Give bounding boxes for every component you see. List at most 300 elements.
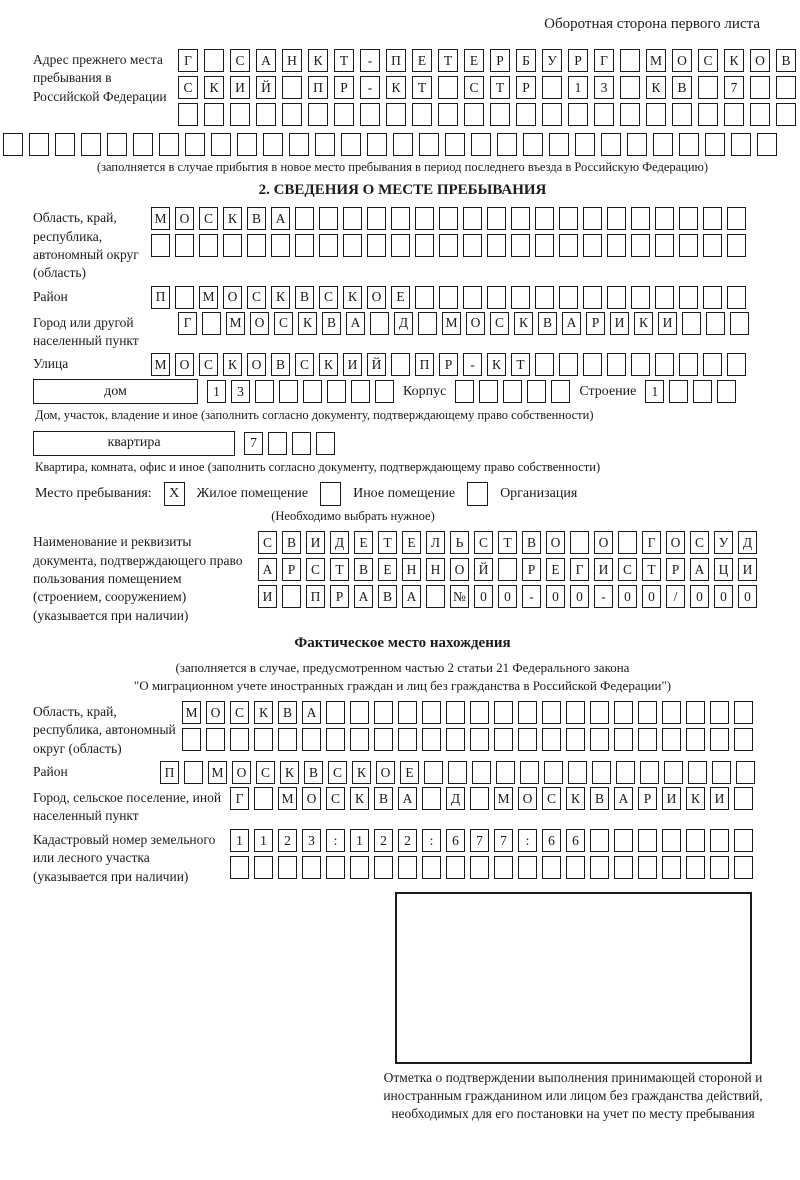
char-box[interactable] xyxy=(282,76,302,99)
char-box[interactable]: Б xyxy=(516,49,536,72)
char-box[interactable] xyxy=(594,103,614,126)
char-box[interactable] xyxy=(590,728,609,751)
char-box[interactable]: Р xyxy=(586,312,605,335)
char-box[interactable]: М xyxy=(182,701,201,724)
char-box[interactable]: В xyxy=(776,49,796,72)
char-box[interactable] xyxy=(326,728,345,751)
char-box[interactable] xyxy=(750,103,770,126)
char-box[interactable]: П xyxy=(160,761,179,784)
char-box[interactable] xyxy=(549,133,569,156)
char-box[interactable] xyxy=(535,207,554,230)
char-box[interactable] xyxy=(686,856,705,879)
char-box[interactable] xyxy=(535,234,554,257)
char-box[interactable]: С xyxy=(199,207,218,230)
char-box[interactable] xyxy=(535,353,554,376)
char-box[interactable] xyxy=(638,829,657,852)
char-box[interactable]: - xyxy=(522,585,541,608)
char-box[interactable] xyxy=(471,133,491,156)
char-box[interactable] xyxy=(424,761,443,784)
char-box[interactable]: 7 xyxy=(724,76,744,99)
char-box[interactable]: М xyxy=(199,286,218,309)
char-box[interactable]: П xyxy=(151,286,170,309)
char-box[interactable] xyxy=(463,234,482,257)
char-box[interactable] xyxy=(703,353,722,376)
char-box[interactable]: 0 xyxy=(546,585,565,608)
char-box[interactable]: Т xyxy=(412,76,432,99)
char-box[interactable]: Е xyxy=(400,761,419,784)
char-box[interactable] xyxy=(620,76,640,99)
char-box[interactable]: О xyxy=(367,286,386,309)
char-box[interactable]: К xyxy=(204,76,224,99)
char-box[interactable] xyxy=(327,380,346,403)
char-box[interactable] xyxy=(511,207,530,230)
char-box[interactable]: С xyxy=(618,558,637,581)
char-box[interactable] xyxy=(278,856,297,879)
char-box[interactable]: Т xyxy=(330,558,349,581)
char-box[interactable]: Е xyxy=(546,558,565,581)
char-box[interactable]: О xyxy=(672,49,692,72)
char-box[interactable]: И xyxy=(658,312,677,335)
char-box[interactable]: К xyxy=(254,701,273,724)
char-box[interactable] xyxy=(568,761,587,784)
char-box[interactable] xyxy=(559,234,578,257)
char-box[interactable]: К xyxy=(350,787,369,810)
char-box[interactable] xyxy=(583,234,602,257)
char-box[interactable]: В xyxy=(672,76,692,99)
char-box[interactable]: Е xyxy=(354,531,373,554)
char-box[interactable]: У xyxy=(542,49,562,72)
char-box[interactable]: Т xyxy=(511,353,530,376)
char-box[interactable] xyxy=(614,829,633,852)
char-box[interactable] xyxy=(237,133,257,156)
char-box[interactable] xyxy=(655,286,674,309)
char-box[interactable] xyxy=(439,234,458,257)
char-box[interactable]: М xyxy=(151,353,170,376)
char-box[interactable] xyxy=(679,353,698,376)
char-box[interactable] xyxy=(618,531,637,554)
char-box[interactable]: № xyxy=(450,585,469,608)
char-box[interactable] xyxy=(178,103,198,126)
char-box[interactable] xyxy=(360,103,380,126)
char-box[interactable]: Й xyxy=(367,353,386,376)
char-box[interactable] xyxy=(727,207,746,230)
char-box[interactable] xyxy=(640,761,659,784)
char-box[interactable] xyxy=(498,558,517,581)
char-box[interactable] xyxy=(422,787,441,810)
char-box[interactable]: С xyxy=(490,312,509,335)
char-box[interactable]: - xyxy=(360,49,380,72)
char-box[interactable]: В xyxy=(247,207,266,230)
char-box[interactable] xyxy=(703,286,722,309)
char-box[interactable]: 3 xyxy=(594,76,614,99)
char-box[interactable] xyxy=(655,234,674,257)
char-box[interactable] xyxy=(308,103,328,126)
char-box[interactable]: Г xyxy=(642,531,661,554)
char-box[interactable] xyxy=(470,701,489,724)
char-box[interactable] xyxy=(494,728,513,751)
char-box[interactable]: С xyxy=(542,787,561,810)
char-box[interactable] xyxy=(367,234,386,257)
char-box[interactable]: 0 xyxy=(690,585,709,608)
char-box[interactable]: А xyxy=(302,701,321,724)
char-box[interactable] xyxy=(638,856,657,879)
char-box[interactable] xyxy=(133,133,153,156)
char-box[interactable]: И xyxy=(343,353,362,376)
char-box[interactable] xyxy=(446,856,465,879)
char-box[interactable] xyxy=(230,856,249,879)
char-box[interactable]: И xyxy=(738,558,757,581)
char-box[interactable] xyxy=(448,761,467,784)
char-box[interactable] xyxy=(391,353,410,376)
char-box[interactable] xyxy=(211,133,231,156)
char-box[interactable] xyxy=(341,133,361,156)
char-box[interactable] xyxy=(575,133,595,156)
char-box[interactable]: А xyxy=(258,558,277,581)
char-box[interactable] xyxy=(682,312,701,335)
char-box[interactable]: М xyxy=(646,49,666,72)
char-box[interactable] xyxy=(375,380,394,403)
char-box[interactable]: О xyxy=(466,312,485,335)
char-box[interactable] xyxy=(463,286,482,309)
char-box[interactable]: 0 xyxy=(738,585,757,608)
char-box[interactable] xyxy=(350,701,369,724)
char-box[interactable]: К xyxy=(386,76,406,99)
char-box[interactable] xyxy=(776,103,796,126)
char-box[interactable]: П xyxy=(415,353,434,376)
char-box[interactable]: И xyxy=(610,312,629,335)
char-box[interactable]: - xyxy=(594,585,613,608)
char-box[interactable] xyxy=(256,103,276,126)
char-box[interactable]: О xyxy=(594,531,613,554)
char-box[interactable] xyxy=(516,103,536,126)
char-box[interactable]: В xyxy=(590,787,609,810)
char-box[interactable] xyxy=(446,728,465,751)
char-box[interactable] xyxy=(527,380,546,403)
char-box[interactable]: Р xyxy=(282,558,301,581)
char-box[interactable]: Н xyxy=(426,558,445,581)
char-box[interactable]: В xyxy=(282,531,301,554)
char-box[interactable]: Е xyxy=(412,49,432,72)
char-box[interactable] xyxy=(282,585,301,608)
char-box[interactable] xyxy=(568,103,588,126)
char-box[interactable] xyxy=(268,432,287,455)
char-box[interactable] xyxy=(487,207,506,230)
char-box[interactable]: О xyxy=(376,761,395,784)
char-box[interactable] xyxy=(418,312,437,335)
char-box[interactable] xyxy=(326,856,345,879)
char-box[interactable]: Р xyxy=(490,49,510,72)
char-box[interactable] xyxy=(679,207,698,230)
char-box[interactable] xyxy=(479,380,498,403)
char-box[interactable] xyxy=(494,701,513,724)
char-box[interactable] xyxy=(351,380,370,403)
char-box[interactable]: 0 xyxy=(714,585,733,608)
char-box[interactable]: Н xyxy=(402,558,421,581)
char-box[interactable]: А xyxy=(690,558,709,581)
char-box[interactable]: Д xyxy=(330,531,349,554)
char-box[interactable] xyxy=(686,701,705,724)
char-box[interactable] xyxy=(374,728,393,751)
char-box[interactable] xyxy=(319,207,338,230)
char-box[interactable] xyxy=(750,76,770,99)
char-box[interactable] xyxy=(263,133,283,156)
char-box[interactable]: 2 xyxy=(374,829,393,852)
char-box[interactable]: Д xyxy=(738,531,757,554)
char-box[interactable] xyxy=(439,207,458,230)
char-box[interactable] xyxy=(487,286,506,309)
char-box[interactable]: М xyxy=(278,787,297,810)
char-box[interactable]: Е xyxy=(402,531,421,554)
char-box[interactable] xyxy=(426,585,445,608)
char-box[interactable] xyxy=(393,133,413,156)
char-box[interactable]: О xyxy=(223,286,242,309)
char-box[interactable] xyxy=(638,701,657,724)
char-box[interactable] xyxy=(566,856,585,879)
char-box[interactable]: С xyxy=(295,353,314,376)
char-box[interactable] xyxy=(445,133,465,156)
char-box[interactable] xyxy=(672,103,692,126)
char-box[interactable]: О xyxy=(666,531,685,554)
char-box[interactable]: И xyxy=(258,585,277,608)
char-box[interactable]: Е xyxy=(378,558,397,581)
char-box[interactable] xyxy=(415,207,434,230)
char-box[interactable]: 7 xyxy=(244,432,263,455)
char-box[interactable]: 0 xyxy=(498,585,517,608)
char-box[interactable] xyxy=(182,728,201,751)
char-box[interactable]: 7 xyxy=(470,829,489,852)
char-box[interactable]: Т xyxy=(378,531,397,554)
char-box[interactable]: П xyxy=(306,585,325,608)
char-box[interactable] xyxy=(607,234,626,257)
char-box[interactable] xyxy=(374,856,393,879)
char-box[interactable] xyxy=(422,701,441,724)
char-box[interactable] xyxy=(367,133,387,156)
char-box[interactable] xyxy=(464,103,484,126)
char-box[interactable]: И xyxy=(662,787,681,810)
char-box[interactable]: 7 xyxy=(494,829,513,852)
char-box[interactable]: И xyxy=(710,787,729,810)
char-box[interactable]: К xyxy=(343,286,362,309)
char-box[interactable]: 1 xyxy=(207,380,226,403)
char-box[interactable]: А xyxy=(398,787,417,810)
char-box[interactable]: П xyxy=(308,76,328,99)
char-box[interactable]: М xyxy=(208,761,227,784)
char-box[interactable] xyxy=(607,286,626,309)
char-box[interactable]: В xyxy=(522,531,541,554)
char-box[interactable]: Ц xyxy=(714,558,733,581)
char-box[interactable]: С xyxy=(326,787,345,810)
char-box[interactable] xyxy=(463,207,482,230)
char-box[interactable]: 6 xyxy=(542,829,561,852)
char-box[interactable] xyxy=(55,133,75,156)
char-box[interactable] xyxy=(470,728,489,751)
char-box[interactable] xyxy=(535,286,554,309)
char-box[interactable] xyxy=(391,207,410,230)
char-box[interactable]: О xyxy=(232,761,251,784)
char-box[interactable]: Г xyxy=(178,49,198,72)
char-box[interactable] xyxy=(319,234,338,257)
char-box[interactable]: К xyxy=(566,787,585,810)
char-box[interactable]: С xyxy=(230,49,250,72)
char-box[interactable]: У xyxy=(714,531,733,554)
char-box[interactable] xyxy=(662,829,681,852)
char-box[interactable] xyxy=(662,856,681,879)
char-box[interactable] xyxy=(455,380,474,403)
char-box[interactable]: К xyxy=(298,312,317,335)
char-box[interactable]: К xyxy=(514,312,533,335)
char-box[interactable]: Р xyxy=(330,585,349,608)
char-box[interactable]: И xyxy=(594,558,613,581)
char-box[interactable] xyxy=(724,103,744,126)
char-box[interactable]: Т xyxy=(490,76,510,99)
char-box[interactable] xyxy=(223,234,242,257)
char-box[interactable]: 3 xyxy=(302,829,321,852)
char-box[interactable] xyxy=(202,312,221,335)
char-box[interactable]: 6 xyxy=(446,829,465,852)
char-box[interactable] xyxy=(343,234,362,257)
char-box[interactable]: Е xyxy=(391,286,410,309)
char-box[interactable] xyxy=(653,133,673,156)
char-box[interactable] xyxy=(472,761,491,784)
char-box[interactable] xyxy=(523,133,543,156)
char-box[interactable]: : xyxy=(518,829,537,852)
char-box[interactable] xyxy=(302,856,321,879)
char-box[interactable]: О xyxy=(750,49,770,72)
char-box[interactable]: О xyxy=(546,531,565,554)
char-box[interactable]: Д xyxy=(446,787,465,810)
char-box[interactable]: А xyxy=(346,312,365,335)
char-box[interactable] xyxy=(374,701,393,724)
char-box[interactable] xyxy=(710,856,729,879)
char-box[interactable] xyxy=(511,286,530,309)
char-box[interactable] xyxy=(204,49,224,72)
char-box[interactable]: В xyxy=(354,558,373,581)
char-box[interactable] xyxy=(570,531,589,554)
char-box[interactable] xyxy=(204,103,224,126)
char-box[interactable]: М xyxy=(442,312,461,335)
char-box[interactable]: М xyxy=(226,312,245,335)
char-box[interactable]: В xyxy=(295,286,314,309)
char-box[interactable] xyxy=(669,380,688,403)
char-box[interactable] xyxy=(334,103,354,126)
char-box[interactable]: Л xyxy=(426,531,445,554)
char-box[interactable]: Г xyxy=(178,312,197,335)
char-box[interactable] xyxy=(614,701,633,724)
char-box[interactable]: К xyxy=(308,49,328,72)
char-box[interactable]: 3 xyxy=(231,380,250,403)
char-box[interactable]: С xyxy=(328,761,347,784)
char-box[interactable]: 0 xyxy=(642,585,661,608)
char-box[interactable] xyxy=(734,787,753,810)
char-box[interactable]: С xyxy=(178,76,198,99)
char-box[interactable] xyxy=(776,76,796,99)
char-box[interactable]: Р xyxy=(439,353,458,376)
char-box[interactable] xyxy=(292,432,311,455)
char-box[interactable] xyxy=(731,133,751,156)
char-box[interactable]: Т xyxy=(334,49,354,72)
char-box[interactable]: С xyxy=(698,49,718,72)
char-box[interactable]: Р xyxy=(334,76,354,99)
char-box[interactable] xyxy=(415,234,434,257)
checkbox-organization[interactable] xyxy=(467,482,488,506)
char-box[interactable] xyxy=(542,728,561,751)
char-box[interactable] xyxy=(370,312,389,335)
char-box[interactable]: К xyxy=(634,312,653,335)
char-box[interactable]: С xyxy=(247,286,266,309)
char-box[interactable] xyxy=(616,761,635,784)
char-box[interactable]: С xyxy=(690,531,709,554)
char-box[interactable] xyxy=(698,76,718,99)
house-type-box[interactable]: дом xyxy=(33,379,198,404)
char-box[interactable] xyxy=(490,103,510,126)
char-box[interactable] xyxy=(303,380,322,403)
char-box[interactable]: Г xyxy=(570,558,589,581)
char-box[interactable]: С xyxy=(464,76,484,99)
char-box[interactable] xyxy=(271,234,290,257)
char-box[interactable]: С xyxy=(274,312,293,335)
char-box[interactable]: К xyxy=(686,787,705,810)
char-box[interactable]: 6 xyxy=(566,829,585,852)
char-box[interactable] xyxy=(590,701,609,724)
char-box[interactable] xyxy=(520,761,539,784)
char-box[interactable] xyxy=(386,103,406,126)
char-box[interactable] xyxy=(316,432,335,455)
char-box[interactable] xyxy=(679,133,699,156)
char-box[interactable] xyxy=(254,856,273,879)
char-box[interactable] xyxy=(620,49,640,72)
char-box[interactable] xyxy=(566,728,585,751)
char-box[interactable] xyxy=(551,380,570,403)
char-box[interactable] xyxy=(497,133,517,156)
char-box[interactable]: К xyxy=(352,761,371,784)
char-box[interactable]: К xyxy=(280,761,299,784)
char-box[interactable]: О xyxy=(518,787,537,810)
char-box[interactable] xyxy=(705,133,725,156)
char-box[interactable] xyxy=(398,856,417,879)
char-box[interactable] xyxy=(734,728,753,751)
char-box[interactable] xyxy=(698,103,718,126)
char-box[interactable] xyxy=(518,728,537,751)
char-box[interactable]: В xyxy=(322,312,341,335)
char-box[interactable] xyxy=(559,207,578,230)
char-box[interactable]: Р xyxy=(568,49,588,72)
char-box[interactable]: П xyxy=(386,49,406,72)
char-box[interactable] xyxy=(614,728,633,751)
char-box[interactable]: 0 xyxy=(474,585,493,608)
char-box[interactable] xyxy=(542,103,562,126)
char-box[interactable]: К xyxy=(223,353,242,376)
char-box[interactable]: К xyxy=(271,286,290,309)
char-box[interactable]: В xyxy=(278,701,297,724)
char-box[interactable]: Р xyxy=(638,787,657,810)
char-box[interactable]: К xyxy=(319,353,338,376)
char-box[interactable]: 1 xyxy=(254,829,273,852)
char-box[interactable] xyxy=(350,728,369,751)
apartment-type-box[interactable]: квартира xyxy=(33,431,235,456)
char-box[interactable] xyxy=(470,856,489,879)
char-box[interactable] xyxy=(583,353,602,376)
char-box[interactable] xyxy=(398,728,417,751)
char-box[interactable]: 1 xyxy=(645,380,664,403)
char-box[interactable] xyxy=(679,234,698,257)
char-box[interactable] xyxy=(638,728,657,751)
char-box[interactable] xyxy=(583,207,602,230)
char-box[interactable] xyxy=(415,286,434,309)
char-box[interactable] xyxy=(620,103,640,126)
char-box[interactable]: : xyxy=(326,829,345,852)
char-box[interactable]: С xyxy=(258,531,277,554)
char-box[interactable] xyxy=(107,133,127,156)
